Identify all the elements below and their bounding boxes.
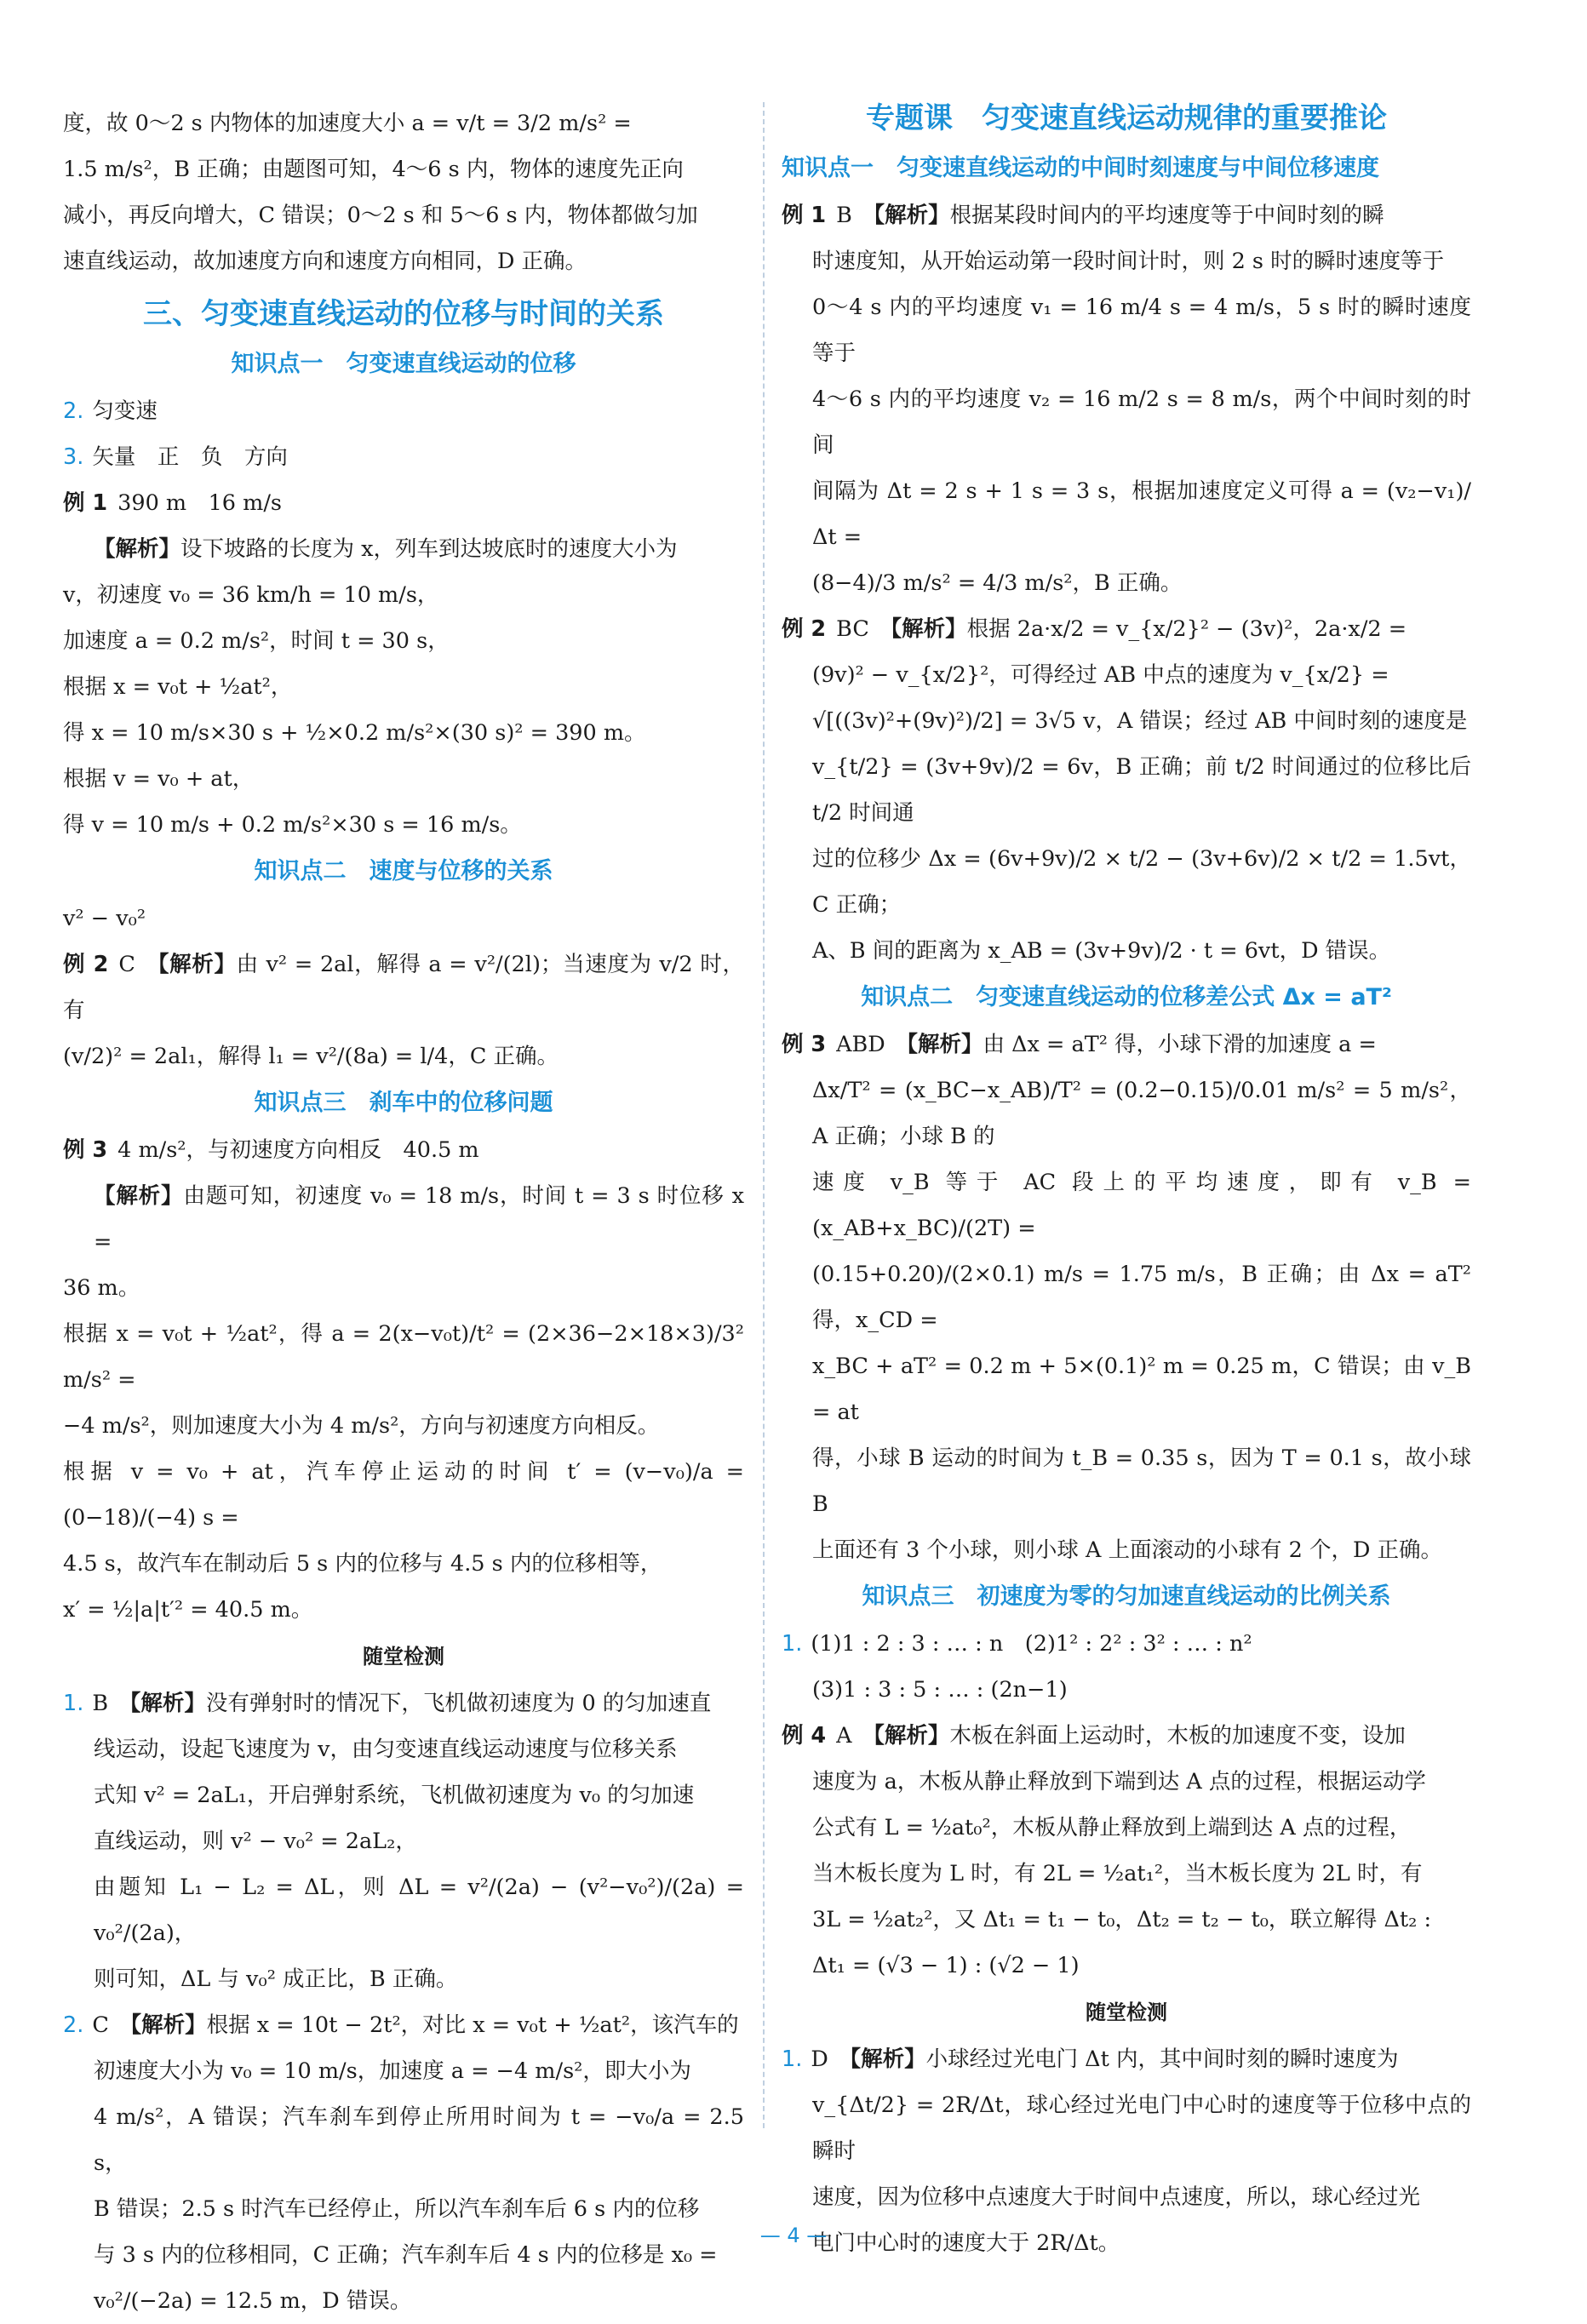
analysis-tag: 【解析】 — [94, 1183, 184, 1209]
left-column — [63, 100, 744, 2324]
knowledge-point-heading: 知识点一 匀变速直线运动的中间时刻速度与中间位移速度 — [782, 155, 1379, 181]
solution-text: 根据 2a·x/2 = v_{x/2}² − (3v)²，2a·x/2 = — [966, 616, 1407, 642]
solution-line: 4～6 s 内的平均速度 v₂ = 16 m/2 s = 8 m/s，两个中间时刻的时间 — [812, 386, 1471, 458]
answer-text: ABD — [836, 1032, 885, 1057]
example-answer — [63, 480, 744, 526]
solution-line: 速度为 a，木板从静止释放到下端到达 A 点的过程，根据运动学 — [812, 1769, 1426, 1795]
answer-item — [63, 434, 744, 480]
solution-line: −4 m/s²，则加速度大小为 4 m/s²，方向与初速度方向相反。 — [63, 1413, 660, 1439]
solution-line: 3L = ½at₂²，又 Δt₁ = t₁ − t₀，Δt₂ = t₂ − t₀，联立解得 Δt₂ : — [812, 1907, 1432, 1932]
solution-line: 得，小球 B 运动的时间为 t_B = 0.35 s，因为 T = 0.1 s，故小球 B — [812, 1445, 1471, 1517]
knowledge-point-heading: 知识点一 匀变速直线运动的位移 — [231, 351, 576, 377]
solution-line: 4 m/s²，A 错误；汽车刹车到停止所用时间为 t = −v₀/a = 2.5 s， — [94, 2104, 744, 2176]
solution-line: v_{t/2} = (3v+9v)/2 = 6v，B 正确；前 t/2 时间通过的位移比后 t/2 时间通 — [812, 754, 1471, 826]
example-label: 例 4 — [782, 1723, 827, 1749]
solution-line — [63, 526, 744, 572]
answer-text: D — [811, 2046, 828, 2072]
solution-line: 得 v = 10 m/s + 0.2 m/s²×30 s = 16 m/s。 — [63, 812, 522, 838]
solution-line: A、B 间的距离为 x_AB = (3v+9v)/2 · t = 6vt，D 错误。 — [812, 938, 1391, 964]
solution-line: x′ = ½|a|t′² = 40.5 m。 — [63, 1597, 313, 1623]
example-answer — [782, 606, 1471, 652]
analysis-tag: 【解析】 — [94, 536, 181, 562]
solution-line — [63, 1173, 744, 1265]
analysis-tag: 【解析】 — [891, 616, 967, 642]
paragraph: 1.5 m/s²，B 正确；由题图可知，4～6 s 内，物体的速度先正向 — [63, 157, 684, 182]
solution-line: 根据 v = v₀ + at， — [63, 766, 255, 792]
solution-line: 则可知，ΔL 与 v₀² 成正比，B 正确。 — [94, 1966, 458, 1992]
solution-line: (0.15+0.20)/(2×0.1) m/s = 1.75 m/s，B 正确；由 Δx = aT² 得，x_CD = — [812, 1262, 1471, 1333]
answer-text: 390 m 16 m/s — [117, 490, 282, 516]
answer-text: (3)1 : 3 : 5 : … : (2n−1) — [812, 1677, 1068, 1703]
solution-text: 由题可知，初速度 v₀ = 18 m/s，时间 t = 3 s 时位移 x = — [94, 1183, 744, 1255]
solution-text: 根据 x = 10t − 2t²，对比 x = v₀t + ½at²，该汽车的 — [206, 2012, 739, 2038]
solution-line: B 错误；2.5 s 时汽车已经停止，所以汽车刹车后 6 s 内的位移 — [94, 2196, 700, 2222]
check-heading: 随堂检测 — [1086, 2001, 1167, 2024]
solution-line: 4.5 s，故汽车在制动后 5 s 内的位移与 4.5 s 内的位移相等， — [63, 1551, 662, 1577]
knowledge-point-heading: 知识点三 初速度为零的匀加速直线运动的比例关系 — [862, 1583, 1391, 1610]
solution-line: 间隔为 Δt = 2 s + 1 s = 3 s，根据加速度定义可得 a = (v₂−v₁)/Δt = — [812, 478, 1471, 550]
solution-line: (9v)² − v_{x/2}²，可得经过 AB 中点的速度为 v_{x/2} = — [812, 662, 1389, 688]
solution-text: 没有弹射时的情况下，飞机做初速度为 0 的匀加速直 — [205, 1691, 712, 1716]
solution-line: 上面还有 3 个小球，则小球 A 上面滚动的小球有 2 个，D 正确。 — [812, 1537, 1443, 1563]
paragraph: 速直线运动，故加速度方向和速度方向相同，D 正确。 — [63, 249, 587, 274]
example-answer — [63, 942, 744, 1033]
page-number: — 4 — — [759, 2224, 828, 2247]
answer-text: B — [92, 1691, 109, 1716]
answer-text: (1)1 : 2 : 3 : … : n (2)1² : 2² : 3² : … : n² — [811, 1631, 1252, 1657]
analysis-tag: 【解析】 — [850, 2046, 926, 2072]
knowledge-point-heading: 知识点二 匀变速直线运动的位移差公式 Δx = aT² — [861, 984, 1392, 1010]
item-number: 3. — [63, 444, 84, 470]
example-label: 例 3 — [63, 1137, 108, 1163]
solution-line: 得 x = 10 m/s×30 s + ½×0.2 m/s²×(30 s)² = 390 m。 — [63, 720, 646, 746]
solution-line: 过的位移少 Δx = (6v+9v)/2 × t/2 − (3v+6v)/2 × t/2 = 1.5vt，C 正确； — [812, 846, 1471, 918]
check-heading: 随堂检测 — [363, 1645, 444, 1669]
solution-line: (v/2)² = 2al₁，解得 l₁ = v²/(8a) = l/4，C 正确。 — [63, 1044, 559, 1069]
example-label: 例 1 — [63, 490, 108, 516]
solution-line: Δt₁ = (√3 − 1) : (√2 − 1) — [812, 1953, 1080, 1978]
example-label: 例 2 — [782, 616, 827, 642]
answer-text: v² − v₀² — [63, 906, 146, 931]
answer-text: BC — [836, 616, 869, 642]
solution-line: 线运动，设起飞速度为 v，由匀变速直线运动速度与位移关系 — [94, 1737, 678, 1762]
analysis-tag: 【解析】 — [874, 203, 950, 228]
solution-line: v₀²/(−2a) = 12.5 m，D 错误。 — [94, 2288, 412, 2314]
section-title: 三、匀变速直线运动的位移与时间的关系 — [143, 297, 664, 331]
answer-text: A — [836, 1723, 852, 1749]
answer-text: C — [92, 2012, 109, 2038]
solution-line: √[((3v)²+(9v)²)/2] = 3√5 v，A 错误；经过 AB 中间时刻的速度是 — [812, 708, 1468, 734]
analysis-tag: 【解析】 — [130, 2012, 207, 2038]
solution-line: 速度，因为位移中点速度大于时间中点速度，所以，球心经过光 — [812, 2184, 1421, 2210]
solution-line: Δx/T² = (x_BC−x_AB)/T² = (0.2−0.15)/0.01 m/s² = 5 m/s²，A 正确；小球 B 的 — [812, 1078, 1471, 1149]
solution-line: v_{Δt/2} = 2R/Δt，球心经过光电门中心时的速度等于位移中点的瞬时 — [812, 2092, 1471, 2164]
check-item — [782, 2036, 1471, 2082]
item-number: 2. — [63, 398, 84, 424]
example-answer — [63, 1127, 744, 1173]
solution-line: v，初速度 v₀ = 36 km/h = 10 m/s， — [63, 582, 439, 608]
solution-line: (8−4)/3 m/s² = 4/3 m/s²，B 正确。 — [812, 570, 1183, 596]
item-number: 1. — [782, 1631, 803, 1657]
example-label: 例 1 — [782, 203, 827, 228]
analysis-tag: 【解析】 — [907, 1032, 983, 1057]
example-label: 例 3 — [782, 1032, 827, 1057]
answer-text: 4 m/s²，与初速度方向相反 40.5 m — [117, 1137, 479, 1163]
solution-line: 式知 v² = 2aL₁，开启弹射系统，飞机做初速度为 v₀ 的匀加速 — [94, 1783, 695, 1808]
check-item — [63, 1680, 744, 1726]
solution-line: 根据 x = v₀t + ½at²，得 a = 2(x−v₀t)/t² = (2×36−2×18×3)/3² m/s² = — [63, 1321, 744, 1393]
solution-text: 设下坡路的长度为 x，列车到达坡底时的速度大小为 — [180, 536, 678, 562]
answer-text: 矢量 正 负 方向 — [92, 444, 288, 470]
solution-line: 与 3 s 内的位移相同，C 正确；汽车刹车后 4 s 内的位移是 x₀ = — [94, 2242, 718, 2268]
answer-text: 匀变速 — [92, 398, 158, 424]
item-number: 1. — [782, 2046, 803, 2072]
solution-line: 加速度 a = 0.2 m/s²，时间 t = 30 s， — [63, 628, 450, 654]
check-item — [63, 2002, 744, 2048]
answer-text: B — [836, 203, 852, 228]
example-answer — [782, 192, 1471, 238]
item-number: 1. — [63, 1691, 84, 1716]
knowledge-point-heading: 知识点三 刹车中的位移问题 — [254, 1090, 553, 1116]
solution-line: 初速度大小为 v₀ = 10 m/s，加速度 a = −4 m/s²，即大小为 — [94, 2058, 691, 2084]
solution-line: 电门中心时的速度大于 2R/Δt。 — [812, 2230, 1120, 2256]
solution-line: 0～4 s 内的平均速度 v₁ = 16 m/4 s = 4 m/s，5 s 时的瞬时速度等于 — [812, 295, 1471, 366]
example-answer — [782, 1022, 1471, 1068]
right-column — [782, 100, 1471, 2266]
analysis-tag: 【解析】 — [129, 1691, 206, 1716]
column-divider — [763, 102, 765, 2128]
solution-line: 公式有 L = ½at₀²，木板从静止释放到上端到达 A 点的过程， — [812, 1815, 1412, 1840]
knowledge-point-heading: 知识点二 速度与位移的关系 — [254, 858, 553, 884]
paragraph: 度，故 0～2 s 内物体的加速度大小 a = v/t = 3/2 m/s² = — [63, 111, 632, 136]
solution-line: 直线运动，则 v² − v₀² = 2aL₂， — [94, 1829, 417, 1854]
answer-item — [63, 388, 744, 434]
solution-text: 根据某段时间内的平均速度等于中间时刻的瞬 — [949, 203, 1384, 228]
answer-text: C — [118, 952, 135, 977]
solution-line: 根据 x = v₀t + ½at²， — [63, 674, 293, 700]
solution-text: 由 v² = 2al，解得 a = v²/(2l)；当速度为 v/2 时，有 — [63, 952, 744, 1023]
paragraph: 减小，再反向增大，C 错误；0～2 s 和 5～6 s 内，物体都做匀加 — [63, 203, 698, 228]
solution-line: 由题知 L₁ − L₂ = ΔL，则 ΔL = v²/(2a) − (v²−v₀²)/(2a) = v₀²/(2a)， — [94, 1875, 744, 1946]
solution-text: 木板在斜面上运动时，木板的加速度不变，设加 — [949, 1723, 1406, 1749]
section-title: 专题课 匀变速直线运动规律的重要推论 — [866, 101, 1387, 135]
solution-line: 速度 v_B 等于 AC 段上的平均速度，即有 v_B = (x_AB+x_BC)/(2T) = — [812, 1170, 1471, 1241]
solution-line: 时速度知，从开始运动第一段时间计时，则 2 s 时的瞬时速度等于 — [812, 249, 1445, 274]
answer-item — [782, 1621, 1471, 1667]
solution-text: 由 Δx = aT² 得，小球下滑的加速度 a = — [983, 1032, 1377, 1057]
example-label: 例 2 — [63, 952, 109, 977]
solution-line: 根据 v = v₀ + at，汽车停止运动的时间 t′ = (v−v₀)/a = (0−18)/(−4) s = — [63, 1459, 744, 1531]
analysis-tag: 【解析】 — [874, 1723, 950, 1749]
solution-line: 当木板长度为 L 时，有 2L = ½at₁²，当木板长度为 2L 时，有 — [812, 1861, 1423, 1886]
example-answer — [782, 1713, 1471, 1759]
item-number: 2. — [63, 2012, 84, 2038]
analysis-tag: 【解析】 — [158, 952, 237, 977]
solution-line: x_BC + aT² = 0.2 m + 5×(0.1)² m = 0.25 m，C 错误；由 v_B = at — [812, 1354, 1471, 1425]
solution-line: 36 m。 — [63, 1275, 140, 1301]
solution-text: 小球经过光电门 Δt 内，其中间时刻的瞬时速度为 — [925, 2046, 1399, 2072]
